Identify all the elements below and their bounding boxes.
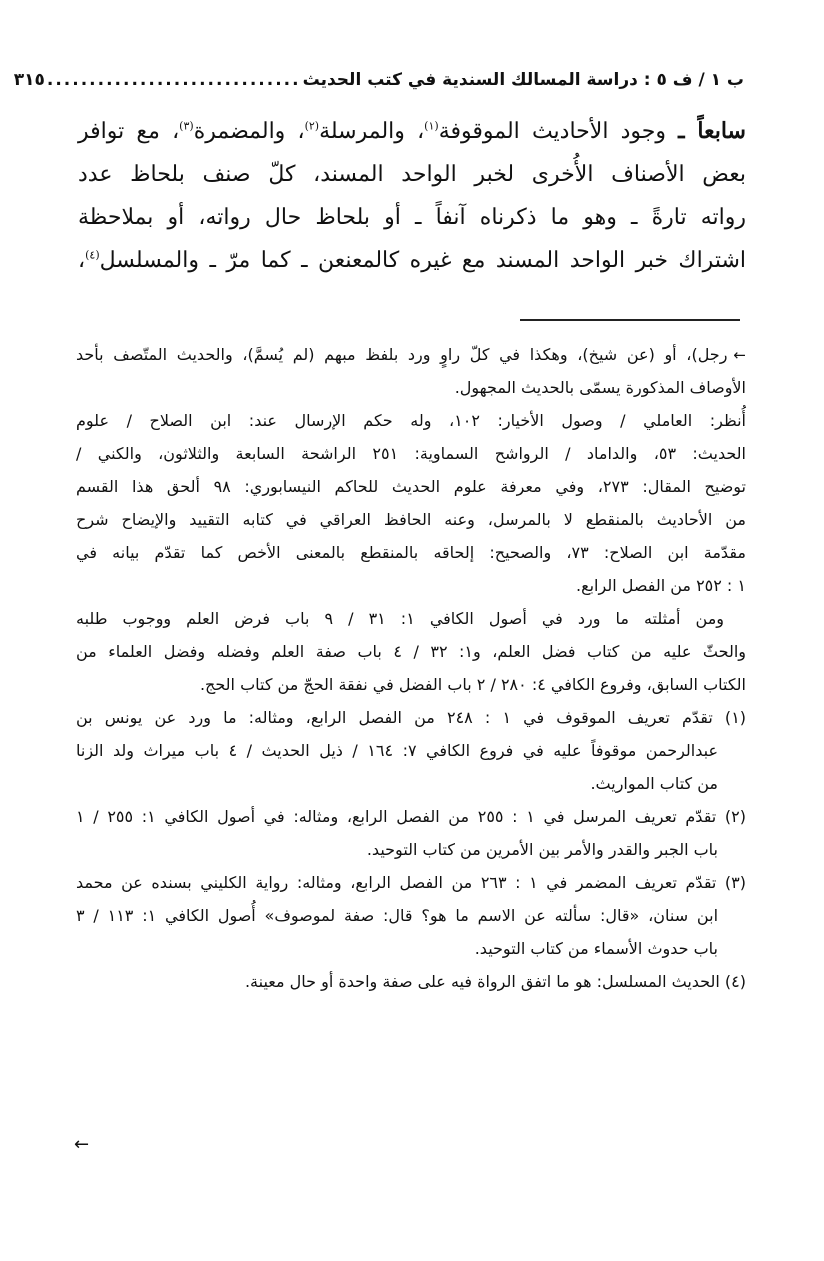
main-text-fragment: ، والمرسلة [319, 119, 425, 144]
footnote-4-line: (٤) الحديث المسلسل: هو ما اتفق الرواة فيه على صفة واحدة أو حال معينة. [244, 972, 746, 991]
footnote-line: مقدّمة ابن الصلاح: ٧٣، والصحيح: إلحاقه بالمنقطع بالمعنى الأخص كما تقدّم بيانه في [76, 543, 746, 562]
main-text-fragment: اشتراك خبر الواحد المسند مع غيره كالمعنعن ـ كما مرّ ـ والمسلسل [99, 248, 746, 273]
main-line [78, 239, 746, 282]
footnote-line: ومن أمثلته ما ورد في أصول الكافي ١: ٣١ / ٩ باب فرض العلم ووجوب طلبه [76, 609, 725, 628]
footnote-ref-4[interactable]: (٤) [85, 248, 100, 262]
footnote-ref-2[interactable]: (٢) [304, 119, 320, 133]
footnote-1-line: عبدالرحمن موقوفاً عليه في فروع الكافي ٧: ١٦٤ / ذيل الحديث / ٤ باب ميراث ولد الزنا [76, 741, 719, 760]
page-number: ٣١٥ [13, 70, 45, 90]
main-text-fragment: ، والمضمرة [193, 119, 305, 144]
footnote-3-line: باب حدوث الأسماء من كتاب التوحيد. [474, 939, 718, 958]
main-text [78, 110, 746, 282]
footnote-line: والحثّ عليه من كتاب فضل العلم، و١: ٣٢ / ٤ باب صفة العلم وفضله وفضل العلماء من [76, 642, 746, 661]
main-line [78, 110, 746, 153]
header-title: ب ١ / ف ٥ : دراسة المسالك السندية في كتب الحديث [302, 70, 744, 90]
footnote-line: أُنظر: العاملي / وصول الأخيار: ١٠٢، وله حكم الإرسال عند: ابن الصلاح / علوم [76, 411, 746, 430]
footnote-line: الحديث: ٥٣، والداماد / الرواشح السماوية: ٢٥١ الراشحة السابعة والثلاثون، والكني / [76, 444, 746, 463]
next-page-arrow-icon: ← [74, 1134, 90, 1155]
footnote-line: ١ : ٢٥٢ من الفصل الرابع. [576, 576, 746, 595]
header-leader-dots: .............................. [46, 70, 301, 90]
footnote-1-line: (١) تقدّم تعريف الموقوف في ١ : ٢٤٨ من الفصل الرابع، ومثاله: ما ورد عن يونس بن [76, 708, 747, 727]
main-text-fragment: وجود الأحاديث الموقوفة [438, 119, 679, 144]
footnotes [76, 338, 746, 998]
footnote-1-line: من كتاب المواريث. [590, 774, 718, 793]
main-line: رواته تارةً ـ وهو ما ذكرناه آنفاً ـ أو بلحاظ حال رواته، أو بملاحظة [78, 205, 746, 230]
main-text-fragment: ، مع توافر [78, 119, 180, 144]
footnote-2-line: (٢) تقدّم تعريف المرسل في ١ : ٢٥٥ من الفصل الرابع، ومثاله: في أصول الكافي ١: ٢٥٥ / ١ [76, 807, 746, 826]
footnote-3-line: (٣) تقدّم تعريف المضمر في ١ : ٢٦٣ من الفصل الرابع، ومثاله: رواية الكليني بسنده عن محمد [76, 873, 747, 892]
footnote-line: الكتاب السابق، وفروع الكافي ٤: ٢٨٠ / ٢ باب الفضل في نفقة الحجّ من كتاب الحج. [199, 675, 746, 694]
continuation-arrow-icon: ← [733, 346, 746, 364]
footnote-line [76, 338, 746, 371]
main-line: بعض الأصناف الأُخرى لخبر الواحد المسند، كلّ صنف بلحاظ عدد [78, 162, 746, 187]
footnote-line: توضيح المقال: ٢٧٣، وفي معرفة علوم الحديث للحاكم النيسابوري: ٩٨ ألحق هذا القسم [76, 477, 747, 496]
footnote-line: من الأحاديث بالمنقطع لا بالمرسل، وعنه الحافظ العراقي في كتابه التقييد والإيضاح شرح [76, 510, 746, 529]
footnote-ref-1[interactable]: (١) [424, 119, 439, 133]
footnote-text: رجل)، أو (عن شيخ)، وهكذا في كلّ راوٍ ورد بلفظ مبهم (لم يُسمَّ)، والحديث المتّصف بأحد [76, 345, 728, 364]
footnote-line: الأوصاف المذكورة يسمّى بالحديث المجهول. [454, 378, 746, 397]
footnote-separator [520, 319, 740, 321]
main-text-fragment: ، [78, 248, 86, 273]
section-lead: سابعاً ـ [678, 118, 746, 144]
footnote-ref-3[interactable]: (٣) [179, 119, 194, 133]
running-header [13, 70, 744, 90]
footnote-2-line: باب الجبر والقدر والأمر بين الأمرين من كتاب التوحيد. [366, 840, 718, 859]
footnote-3-line: ابن سنان، «قال: سألته عن الاسم ما هو؟ قال: صفة لموصوف» أُصول الكافي ١: ١١٣ / ٣ [76, 906, 719, 925]
